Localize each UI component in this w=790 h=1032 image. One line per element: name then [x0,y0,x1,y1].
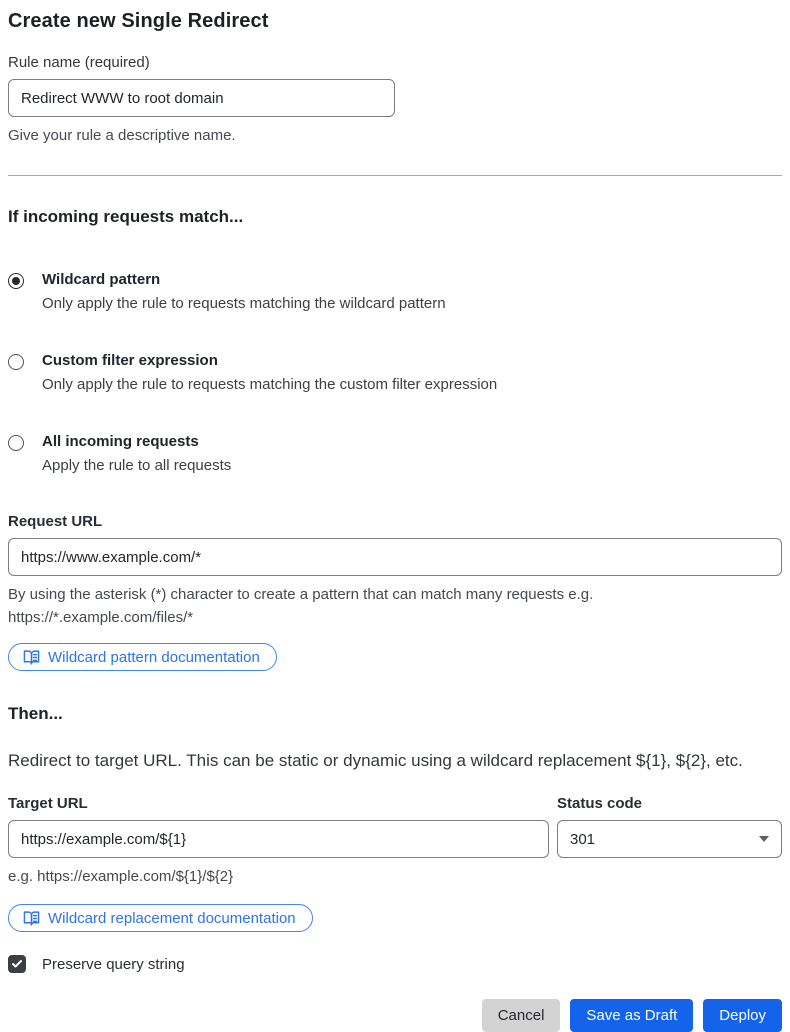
request-url-label: Request URL [8,513,103,530]
radio-option-custom-filter[interactable] [8,351,782,395]
radio-option-label: Wildcard pattern [42,271,161,288]
then-section-heading: Then... [8,704,63,723]
doc-button-label: Wildcard replacement documentation [48,909,296,927]
radio-option-wildcard-pattern[interactable] [8,270,782,314]
radio-option-description: Only apply the rule to requests matching the wildcard pattern [42,295,446,312]
rule-name-value: Redirect WWW to root domain [21,89,224,107]
target-url-value: https://example.com/${1} [21,830,187,848]
status-code-label: Status code [557,795,643,812]
status-code-select[interactable] [557,820,782,858]
status-code-value: 301 [570,830,596,848]
section-divider [8,175,782,176]
target-url-input[interactable] [8,820,549,858]
match-type-radio-group [8,270,782,476]
request-url-value: https://www.example.com/* [21,548,202,566]
radio-option-label: All incoming requests [42,433,199,450]
wildcard-replacement-doc-button[interactable] [8,904,313,932]
doc-button-label: Wildcard pattern documentation [48,648,260,666]
chevron-down-icon [759,836,769,842]
target-status-row [8,795,782,888]
deploy-button[interactable]: Deploy [703,999,782,1032]
cancel-button[interactable]: Cancel [482,999,561,1032]
match-section-heading: If incoming requests match... [8,207,244,226]
open-book-icon [23,910,40,927]
footer-actions [8,999,782,1032]
radio-option-label: Custom filter expression [42,352,218,369]
checkbox-icon [8,955,26,973]
page-title: Create new Single Redirect [8,10,269,32]
rule-name-input[interactable] [8,79,395,117]
radio-option-description: Only apply the rule to requests matching the custom filter expression [42,376,498,393]
save-as-draft-button[interactable]: Save as Draft [570,999,693,1032]
radio-option-description: Apply the rule to all requests [42,457,232,474]
then-section-description: Redirect to target URL. This can be static or dynamic using a wildcard replacement ${1}, ${2}, etc. [8,751,743,770]
target-url-help: e.g. https://example.com/${1}/${2} [8,868,234,885]
radio-icon [8,273,24,289]
rule-name-label: Rule name (required) [8,54,150,71]
wildcard-pattern-doc-button[interactable] [8,643,277,671]
request-url-input[interactable] [8,538,782,576]
preserve-query-string-checkbox[interactable] [8,955,782,973]
request-url-help: By using the asterisk (*) character to create a pattern that can match many requests e.g. https://*.example.com/files/* [8,586,594,626]
open-book-icon [23,649,40,666]
rule-name-help: Give your rule a descriptive name. [8,127,236,144]
checkbox-label: Preserve query string [42,955,185,973]
radio-option-all-requests[interactable] [8,432,782,476]
radio-icon [8,435,24,451]
radio-icon [8,354,24,370]
target-url-label: Target URL [8,795,88,812]
